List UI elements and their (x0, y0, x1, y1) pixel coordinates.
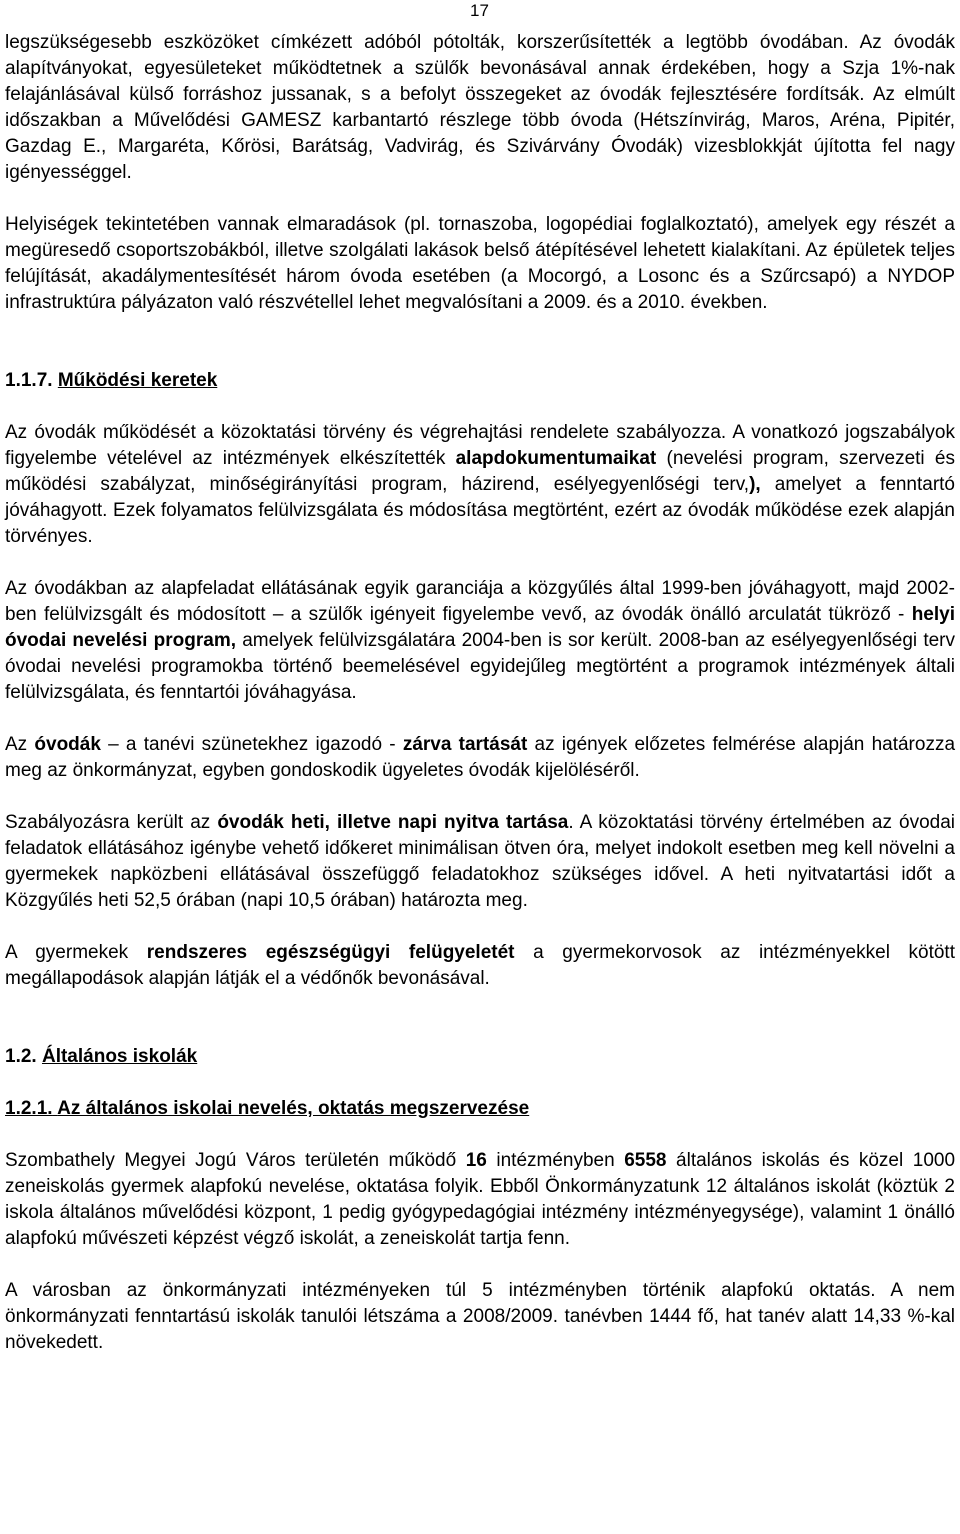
paragraph: Helyiségek tekintetében vannak elmaradások (pl. tornaszoba, logopédiai foglalkoztató), amelyek egy részét a megüresedő csoportszobákból, illetve szolgálati lakások belső átépítésével lehetett kialakítani. Az épületek teljes felújítását, akadálymentesítését három óvoda esetében (a Mocorgó, a Losonc és a Szűrcsapó) a NYDOP infrastruktúra pályázaton való részvétellel lehet megvalósítani a 2009. és a 2010. években. (5, 214, 955, 313)
paragraph: Az óvodák működését a közoktatási törvény és végrehajtási rendelete szabályozza. A vonatkozó jogszabályok figyelembe vételével az intézmények elkészítették alapdokumentumaikat (nevelési program, szervezeti és működési szabályzat, minőségirányítási program, házirend, esélyegyenlőségi terv,), amelyet a fenntartó jóváhagyott. Ezek folyamatos felülvizsgálata és módosítása megtörtént, ezért az óvodák működése ezek alapján törvényes. (5, 422, 956, 547)
paragraph: Szabályozásra került az óvodák heti, illetve napi nyitva tartása. A közoktatási törvény értelmében az óvodai feladatok ellátásához igénybe vehető időkeret minimálisan ötven óra, melyet indokolt esetben meg kell növelni a gyermekek napközbeni ellátásával összefüggő feladatokhoz szükséges idővel. A heti nyitvatartási időt a Közgyűlés heti 52,5 órában (napi 10,5 órában) határozta meg. (5, 812, 955, 911)
subsection-heading (5, 1096, 955, 1122)
paragraph: legszükségesebb eszközöket címkézett adóból pótolták, korszerűsítették a legtöbb óvodában. Az óvodák alapítványokat, egyesületeket működtetnek a szülők bevonásával annak érdekében, hogy a Szja 1%-nak felajánlásával külső forráshoz jussanak, s a befolyt összegeket az óvodák fejlesztésére fordítsák. Az elmúlt időszakban a Művelődési GAMESZ karbantartó részlege több óvoda (Hétszínvirág, Maros, Aréna, Pipitér, Gazdag E., Margaréta, Kőrösi, Barátság, Vadvirág, és Szivárvány Óvodák) vizesblokkját újította fel nagy igényességgel. (5, 32, 955, 183)
section-number: 1.1.7. (5, 370, 53, 391)
section-title: Működési keretek (57, 370, 218, 391)
page-number: 17 (470, 1, 489, 20)
section-title: Általános iskolák (41, 1046, 198, 1067)
paragraph: A gyermekek rendszeres egészségügyi felügyeletét a gyermekorvosok az intézményekkel kötött megállapodások alapján látják el a védőnők bevonásával. (5, 942, 955, 989)
section-heading (5, 1044, 955, 1070)
subsection-title: Az általános iskolai nevelés, oktatás megszervezése (57, 1098, 530, 1119)
paragraph: Szombathely Megyei Jogú Város területén működő 16 intézményben 6558 általános iskolás és közel 1000 zeneiskolás gyermek alapfokú nevelése, oktatása folyik. Ebből Önkormányzatunk 12 általános iskolát (köztük 2 iskola általános művelődési központ, 1 pedig gyógypedagógiai intézmény intézményegysége), valamint 1 önálló alapfokú művészeti képzést végző iskolát, a zeneiskolát tartja fenn. (5, 1150, 956, 1249)
paragraph: A városban az önkormányzati intézményeken túl 5 intézményben történik alapfokú oktatás. A nem önkormányzati fenntartású iskolák tanulói létszáma a 2008/2009. tanévben 1444 fő, hat tanév alatt 14,33 %-kal növekedett. (5, 1280, 955, 1353)
subsection-number: 1.2.1. (5, 1098, 53, 1119)
paragraph: Az óvodák – a tanévi szünetekhez igazodó - zárva tartását az igények előzetes felmérése alapján határozza meg az önkormányzat, egyben gondoskodik ügyeletes óvodák kijelöléséről. (5, 734, 956, 781)
section-heading (5, 368, 955, 394)
document-body (5, 30, 955, 1356)
paragraph: Az óvodákban az alapfeladat ellátásának egyik garanciája a közgyűlés által 1999-ben jóváhagyott, majd 2002-ben felülvizsgált és módosított – a szülők igényeit figyelembe vevő, az óvodák önálló arculatát tükröző - helyi óvodai nevelési program, amelyek felülvizsgálatára 2004-ben is sor került. 2008-ban az esélyegyenlőségi terv óvodai nevelési programokba történő beemelésével egyidejűleg megtörtént a programok intézmények általi felülvizsgálata, és fenntartói jóváhagyása. (5, 578, 956, 703)
section-number: 1.2. (5, 1046, 37, 1067)
